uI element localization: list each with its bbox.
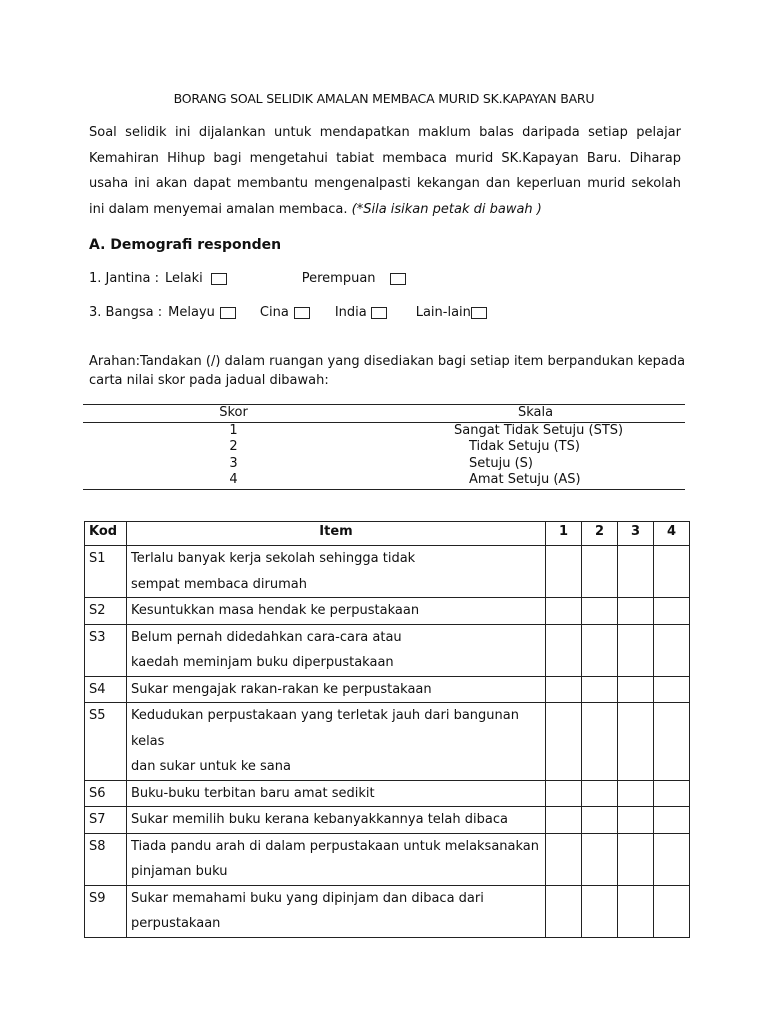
- scale-skor: 1: [229, 422, 238, 438]
- option-lelaki-label: Lelaki: [165, 271, 203, 286]
- item-line-1: Belum pernah didedahkan cara-cara atau: [131, 629, 402, 645]
- item-kod: S2: [85, 598, 127, 625]
- scale-skala: Sangat Tidak Setuju (STS): [454, 422, 624, 438]
- intro-paragraph: [89, 120, 681, 222]
- item-line-1: Kedudukan perpustakaan yang terletak jauh dari bangunan kelas: [131, 708, 519, 749]
- scale-skor: 4: [229, 472, 238, 487]
- item-kod: S7: [85, 807, 127, 834]
- scale-skala: Amat Setuju (AS): [469, 472, 581, 487]
- item-line-2: kaedah meminjam buku diperpustakaan: [131, 655, 394, 670]
- item-line-1: Buku-buku terbitan baru amat sedikit: [131, 785, 375, 801]
- bangsa-row: [89, 305, 487, 320]
- cina-checkbox[interactable]: [294, 307, 310, 319]
- intro-text: Soal selidik ini dijalankan untuk mendapatkan maklum balas daripada setiap pelajar Kemahiran Hihup bagi mengetahui tabiat membaca murid SK.Kapayan Baru. Diharap usaha ini akan dapat membantu mengenalpasti kekangan dan keperluan murid sekolah ini dalam menyemai amalan membaca.: [89, 125, 681, 217]
- option-melayu-label: Melayu: [168, 305, 215, 320]
- score-cell-3[interactable]: [618, 807, 654, 834]
- scale-skor: 2: [229, 439, 238, 454]
- table-row: [85, 833, 690, 885]
- scale-skala: Tidak Setuju (TS): [469, 439, 580, 454]
- india-checkbox[interactable]: [371, 307, 387, 319]
- score-cell-3[interactable]: [618, 780, 654, 807]
- jantina-row: [89, 271, 406, 286]
- header-score-1: 1: [546, 522, 582, 546]
- option-perempuan-label: Perempuan: [301, 271, 376, 286]
- bangsa-label: 3. Bangsa :: [89, 305, 163, 320]
- item-line-1: Sukar memilih buku kerana kebanyakkannya telah dibaca: [131, 812, 508, 827]
- item-response-table: [84, 521, 690, 938]
- score-cell-2[interactable]: [582, 703, 618, 781]
- table-row: [85, 676, 690, 703]
- scale-header-row: [83, 405, 685, 423]
- score-cell-2[interactable]: [582, 598, 618, 625]
- table-row: [85, 780, 690, 807]
- item-text: [127, 598, 546, 625]
- score-cell-3[interactable]: [618, 546, 654, 598]
- score-cell-3[interactable]: [618, 833, 654, 885]
- item-text: [127, 676, 546, 703]
- score-cell-2[interactable]: [582, 807, 618, 834]
- score-cell-1[interactable]: [546, 676, 582, 703]
- melayu-checkbox[interactable]: [220, 307, 236, 319]
- item-text: [127, 885, 546, 937]
- score-cell-1[interactable]: [546, 546, 582, 598]
- header-item: Item: [127, 522, 546, 546]
- option-india-label: India: [334, 305, 367, 320]
- perempuan-checkbox[interactable]: [390, 273, 406, 285]
- score-cell-2[interactable]: [582, 546, 618, 598]
- item-text: [127, 624, 546, 676]
- score-cell-1[interactable]: [546, 807, 582, 834]
- lain-lain-checkbox[interactable]: [471, 307, 487, 319]
- score-cell-4[interactable]: [654, 807, 690, 834]
- score-cell-4[interactable]: [654, 546, 690, 598]
- item-text: [127, 807, 546, 834]
- form-title: BORANG SOAL SELIDIK AMALAN MEMBACA MURID SK.KAPAYAN BARU: [173, 91, 595, 106]
- header-score-4: 4: [654, 522, 690, 546]
- item-text: [127, 703, 546, 781]
- score-cell-3[interactable]: [618, 624, 654, 676]
- scale-header-skala: Skala: [518, 405, 554, 420]
- score-cell-1[interactable]: [546, 780, 582, 807]
- score-cell-1[interactable]: [546, 833, 582, 885]
- scale-row: [83, 456, 685, 473]
- table-row: [85, 546, 690, 598]
- item-line-2: dan sukar untuk ke sana: [131, 759, 291, 774]
- score-cell-1[interactable]: [546, 885, 582, 937]
- item-text: [127, 546, 546, 598]
- score-cell-4[interactable]: [654, 624, 690, 676]
- score-scale-table: [83, 404, 685, 490]
- score-cell-4[interactable]: [654, 833, 690, 885]
- item-line-2: sempat membaca dirumah: [131, 576, 307, 592]
- item-text: [127, 833, 546, 885]
- scale-row: [83, 423, 685, 440]
- score-cell-1[interactable]: [546, 598, 582, 625]
- score-cell-2[interactable]: [582, 833, 618, 885]
- score-cell-2[interactable]: [582, 676, 618, 703]
- item-kod: S4: [85, 676, 127, 703]
- score-cell-2[interactable]: [582, 780, 618, 807]
- score-cell-3[interactable]: [618, 676, 654, 703]
- table-row: [85, 703, 690, 781]
- item-kod: S3: [85, 624, 127, 676]
- score-cell-3[interactable]: [618, 703, 654, 781]
- score-cell-3[interactable]: [618, 598, 654, 625]
- score-cell-4[interactable]: [654, 598, 690, 625]
- table-row: [85, 598, 690, 625]
- option-cina-label: Cina: [259, 305, 289, 320]
- item-line-2: pinjaman buku: [131, 864, 228, 879]
- score-cell-1[interactable]: [546, 703, 582, 781]
- score-cell-1[interactable]: [546, 624, 582, 676]
- item-line-2: perpustakaan: [131, 916, 221, 931]
- item-line-1: Tiada pandu arah di dalam perpustakaan untuk melaksanakan: [131, 838, 540, 854]
- option-lain-lain-label: Lain-lain: [415, 305, 471, 320]
- jantina-label: 1. Jantina :: [89, 271, 160, 286]
- lelaki-checkbox[interactable]: [211, 273, 227, 285]
- scale-skala: Setuju (S): [469, 455, 533, 471]
- table-row: [85, 885, 690, 937]
- header-kod: Kod: [85, 522, 127, 546]
- item-kod: S6: [85, 780, 127, 807]
- header-score-2: 2: [582, 522, 618, 546]
- score-cell-4[interactable]: [654, 780, 690, 807]
- section-a-heading: A. Demografi responden: [89, 237, 282, 253]
- item-line-1: Sukar mengajak rakan-rakan ke perpustakaan: [131, 681, 432, 697]
- score-cell-3[interactable]: [618, 885, 654, 937]
- item-kod: S8: [85, 833, 127, 885]
- item-line-1: Terlalu banyak kerja sekolah sehingga tidak: [131, 551, 416, 566]
- score-cell-4[interactable]: [654, 703, 690, 781]
- score-cell-4[interactable]: [654, 676, 690, 703]
- item-kod: S9: [85, 885, 127, 937]
- scale-row: [83, 472, 685, 489]
- table-row: [85, 807, 690, 834]
- item-line-1: Sukar memahami buku yang dipinjam dan dibaca dari: [131, 890, 484, 906]
- header-score-3: 3: [618, 522, 654, 546]
- scale-row: [83, 439, 685, 456]
- score-cell-2[interactable]: [582, 885, 618, 937]
- scale-header-skor: Skor: [219, 405, 248, 420]
- item-line-1: Kesuntukkan masa hendak ke perpustakaan: [131, 603, 420, 618]
- score-cell-4[interactable]: [654, 885, 690, 937]
- item-kod: S5: [85, 703, 127, 781]
- item-table-header: [85, 522, 690, 546]
- instruction-text: Arahan:Tandakan (/) dalam ruangan yang disediakan bagi setiap item berpandukan kepada carta nilai skor pada jadual dibawah:: [89, 354, 686, 388]
- item-text: [127, 780, 546, 807]
- table-row: [85, 624, 690, 676]
- item-kod: S1: [85, 546, 127, 598]
- scale-skor: 3: [229, 455, 238, 471]
- score-cell-2[interactable]: [582, 624, 618, 676]
- intro-note: (*Sila isikan petak di bawah ): [351, 201, 542, 217]
